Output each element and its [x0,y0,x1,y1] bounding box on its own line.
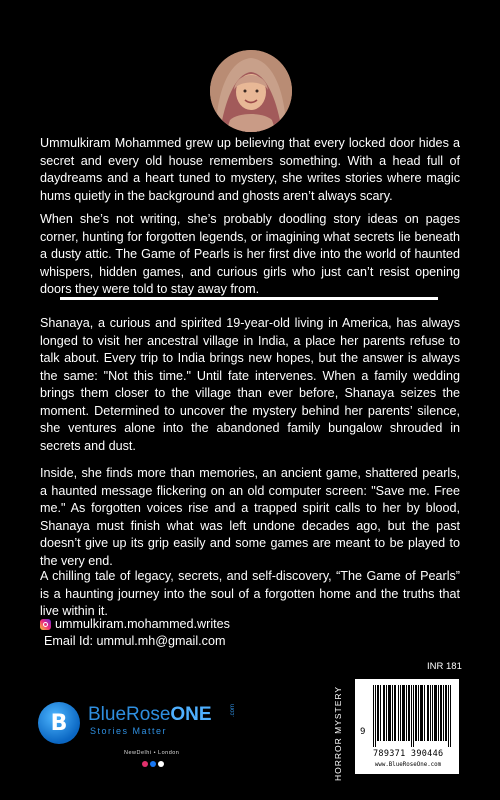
publisher-website[interactable]: www.BlueRoseOne.com [374,762,442,768]
section-divider [60,297,438,300]
isbn-digits [373,749,471,759]
synopsis-paragraph-3: A chilling tale of legacy, secrets, and self-discovery, “The Game of Pearls” is a haunting journey into the soul of a forgotten home and the truths that live within it. [40,569,460,618]
x-icon [158,761,164,767]
instagram-icon [142,761,148,767]
barcode-icon [373,685,453,747]
genre-label: HORROR MYSTERY [333,685,343,781]
isbn-lead-digit: 9 [360,727,366,737]
isbn-number: 789371 390446 [373,749,444,759]
facebook-icon [150,761,156,767]
isbn-barcode [355,679,459,774]
publisher-name-a: BlueRose [88,704,171,725]
author-email[interactable]: Email Id: ummul.mh@gmail.com [44,634,226,648]
publisher-social-icons [142,761,164,767]
synopsis-paragraph-1: Shanaya, a curious and spirited 19-year-old living in America, has always longed to visit her ancestral village in India, a place her parents refuse to talk about. Every trip to India brings new hopes, but the answer is always the same: "Not this time." Until fate intervenes. When a family wedding brings them closer to the village than ever before, Shanaya seizes the moment. Determined to uncover the mystery behind her parents’ silence, she ventures alone into the abandoned family bungalow shrouded in secrets and dust. [40,316,460,453]
price-label: INR 181 [427,661,462,672]
bluerose-logo-icon: B [38,702,80,744]
author-bio-paragraph-1: Ummulkiram Mohammed grew up believing that every locked door hides a secret and every old house remembers something. With a head full of daydreams and a heart tuned to mystery, she writes stories where magic hums quietly in the background and ghosts aren’t always scary. [40,136,460,203]
synopsis-paragraph-2: Inside, she finds more than memories, an ancient game, shattered pearls, a haunted message flickering on an old computer screen: "Save me. Free me." As forgotten voices rise and a trapped spirit calls to her by blood, Shanaya must finish what was left undone decades ago, but the past doesn’t give up its grip easily and some games are meant to be played to the very end. [40,466,460,568]
instagram-handle[interactable] [40,616,230,633]
publisher-logo [38,690,258,780]
publisher-domain-suffix: .com [230,704,236,718]
publisher-name-b: ONE [170,704,212,725]
publisher-cities: NewDelhi • London [124,750,180,756]
author-bio-paragraph-2: When she’s not writing, she’s probably doodling story ideas on pages corner, hunting for forgotten legends, or imagining what secrets lie beneath a dusty attic. The Game of Pearls is her first dive into the world of haunted whispers, hidden games, and curious girls who just can’t resist opening doors they were told to stay away from. [40,212,460,296]
publisher-tagline: Stories Matter [90,726,168,736]
publisher-name [88,704,212,726]
instagram-handle-text: ummulkiram.mohammed.writes [55,617,230,631]
author-photo [210,50,292,132]
instagram-icon [40,619,51,630]
